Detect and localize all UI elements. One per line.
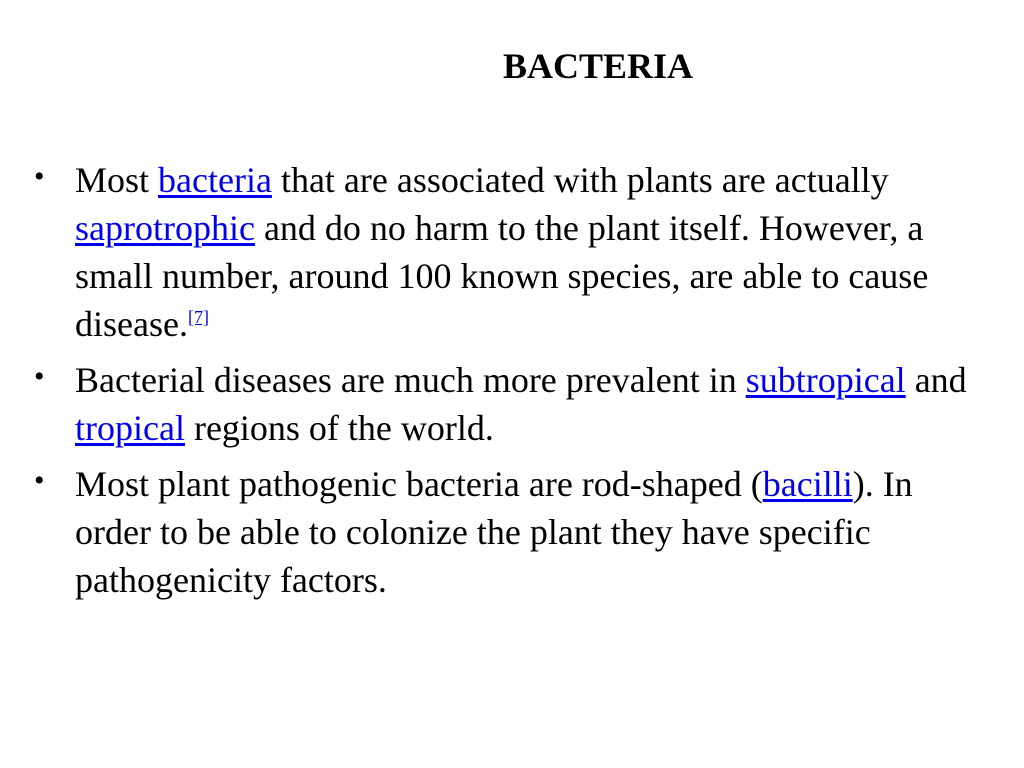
bullet-item-1 — [0, 156, 1024, 348]
bullet-marker: • — [34, 360, 45, 393]
link-subtropical[interactable]: subtropical — [745, 360, 906, 400]
bullet-list — [0, 156, 1024, 612]
bullet-2-text-2: and — [905, 360, 967, 400]
bullet-1-text-1: Most — [75, 160, 159, 200]
bullet-1-text-3: and do no harm to the plant itself. However, a small number, around 100 known species, are able to cause disease. — [75, 208, 929, 344]
bullet-3-text-2: ). In order to be able to colonize the plant they have specific pathogenicity factors. — [75, 464, 913, 600]
bullet-item-2 — [0, 356, 1024, 452]
bullet-item-3 — [0, 460, 1024, 604]
link-bacilli[interactable]: bacilli — [762, 464, 853, 504]
link-bacteria[interactable]: bacteria — [158, 160, 272, 200]
bullet-marker: • — [34, 464, 45, 497]
bullet-1-text-2: that are associated with plants are actually — [271, 160, 889, 200]
bullet-marker: • — [34, 160, 45, 193]
bullet-2-text-1: Bacterial diseases are much more prevalent in — [75, 360, 746, 400]
link-saprotrophic[interactable]: saprotrophic — [75, 208, 255, 248]
citation-link-7[interactable]: [7] — [187, 307, 209, 327]
bullet-3-text-1: Most plant pathogenic bacteria are rod-shaped ( — [75, 464, 763, 504]
link-tropical[interactable]: tropical — [75, 408, 185, 448]
citation-superscript — [188, 307, 209, 327]
slide-title-area — [0, 44, 1024, 88]
bullet-2-text-3: regions of the world. — [184, 408, 494, 448]
slide-title: BACTERIA — [503, 46, 694, 86]
